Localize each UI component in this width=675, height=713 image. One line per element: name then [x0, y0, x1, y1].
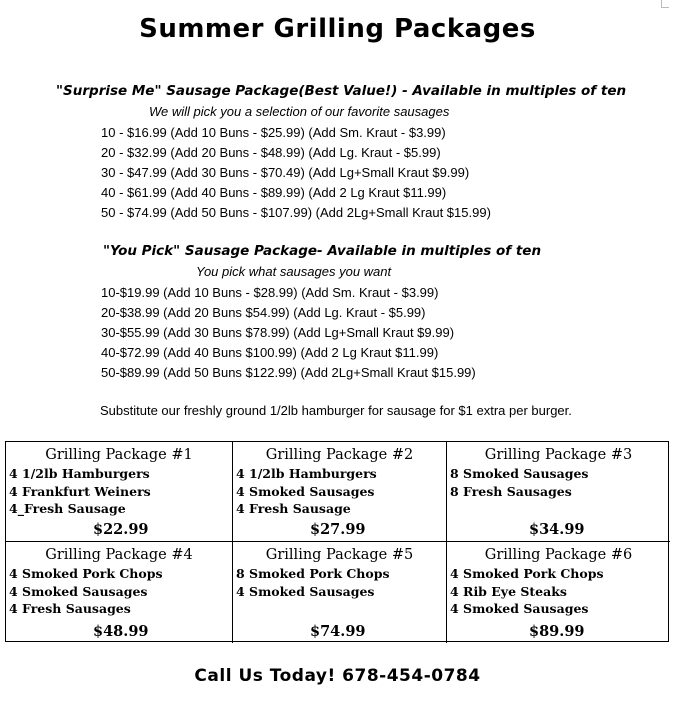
package-item: 4_Fresh Sausage — [9, 501, 126, 516]
surprise-package-heading: "Surprise Me" Sausage Package(Best Value!) - Available in multiples of ten — [56, 83, 627, 99]
package-item: 4 Rib Eye Steaks — [450, 583, 567, 599]
package-item: 4 Smoked Sausages — [236, 583, 375, 599]
package-title: Grilling Package #5 — [265, 547, 414, 563]
package-cell-3 — [447, 442, 670, 542]
package-item: 4 1/2lb Hamburgers — [236, 466, 377, 481]
youpick-price-line: 10-$19.99 (Add 10 Buns - $28.99) (Add Sm. Kraut - $3.99) — [101, 285, 439, 300]
package-price: $89.99 — [529, 623, 585, 640]
youpick-price-line: 30-$55.99 (Add 30 Buns $78.99) (Add Lg+Small Kraut $9.99) — [101, 325, 455, 340]
page-corner-mark — [661, 0, 669, 8]
package-item: 4 Smoked Pork Chops — [450, 566, 604, 581]
youpick-price-line: 40-$72.99 (Add 40 Buns $100.99) (Add 2 Lg Kraut $11.99) — [101, 345, 439, 360]
substitute-note: Substitute our freshly ground 1/2lb hamburger for sausage for $1 extra per burger. — [100, 403, 572, 418]
youpick-package-subheading: You pick what sausages you want — [196, 264, 392, 279]
packages-table — [5, 441, 669, 642]
package-item: 4 Frankfurt Weiners — [9, 483, 151, 499]
package-price: $22.99 — [93, 521, 149, 538]
youpick-price-line: 50-$89.99 (Add 50 Buns $122.99) (Add 2Lg+Small Kraut $15.99) — [101, 365, 476, 380]
package-item: 4 Smoked Pork Chops — [9, 566, 163, 581]
surprise-price-line: 40 - $61.99 (Add 40 Buns - $89.99) (Add 2 Lg Kraut $11.99) — [101, 185, 447, 200]
package-cell-1 — [6, 442, 233, 542]
package-price: $48.99 — [93, 623, 149, 640]
package-item: 4 1/2lb Hamburgers — [9, 466, 150, 481]
package-item: 8 Smoked Sausages — [450, 466, 589, 481]
surprise-price-line: 20 - $32.99 (Add 20 Buns - $48.99) (Add Lg. Kraut - $5.99) — [101, 145, 441, 160]
package-title: Grilling Package #6 — [484, 547, 633, 563]
package-items — [236, 565, 390, 600]
call-to-action: Call Us Today! 678-454-0784 — [194, 666, 481, 686]
package-price: $34.99 — [529, 521, 585, 538]
youpick-price-line: 20-$38.99 (Add 20 Buns $54.99) (Add Lg. Kraut - $5.99) — [101, 305, 426, 320]
package-cell-5 — [233, 542, 447, 643]
package-title: Grilling Package #3 — [484, 447, 633, 463]
package-cell-6 — [447, 542, 670, 643]
package-item: 4 Fresh Sausage — [236, 501, 351, 516]
package-items — [450, 565, 604, 618]
package-item: 4 Smoked Sausages — [9, 583, 148, 599]
package-cell-2 — [233, 442, 447, 542]
package-item: 4 Smoked Sausages — [450, 601, 589, 616]
youpick-package-heading: "You Pick" Sausage Package- Available in multiples of ten — [103, 243, 542, 259]
surprise-price-line: 30 - $47.99 (Add 30 Buns - $70.49) (Add Lg+Small Kraut $9.99) — [101, 165, 470, 180]
package-price: $74.99 — [310, 623, 366, 640]
package-items — [236, 465, 377, 518]
page-title: Summer Grilling Packages — [139, 14, 536, 44]
package-cell-4 — [6, 542, 233, 643]
package-title: Grilling Package #1 — [45, 447, 193, 463]
package-price: $27.99 — [310, 521, 366, 538]
surprise-price-line: 10 - $16.99 (Add 10 Buns - $25.99) (Add Sm. Kraut - $3.99) — [101, 125, 446, 140]
package-items — [450, 465, 588, 500]
surprise-price-line: 50 - $74.99 (Add 50 Buns - $107.99) (Add 2Lg+Small Kraut $15.99) — [101, 205, 491, 220]
package-item: 4 Fresh Sausages — [9, 601, 131, 616]
package-item: 8 Fresh Sausages — [450, 483, 572, 499]
surprise-package-subheading: We will pick you a selection of our favorite sausages — [149, 104, 450, 119]
package-item: 8 Smoked Pork Chops — [236, 566, 390, 581]
package-item: 4 Smoked Sausages — [236, 483, 375, 499]
surprise-price-list — [101, 123, 491, 223]
package-items — [9, 565, 163, 618]
package-items — [9, 465, 151, 518]
package-title: Grilling Package #4 — [45, 547, 193, 563]
youpick-price-list — [101, 283, 476, 383]
package-title: Grilling Package #2 — [265, 447, 414, 463]
